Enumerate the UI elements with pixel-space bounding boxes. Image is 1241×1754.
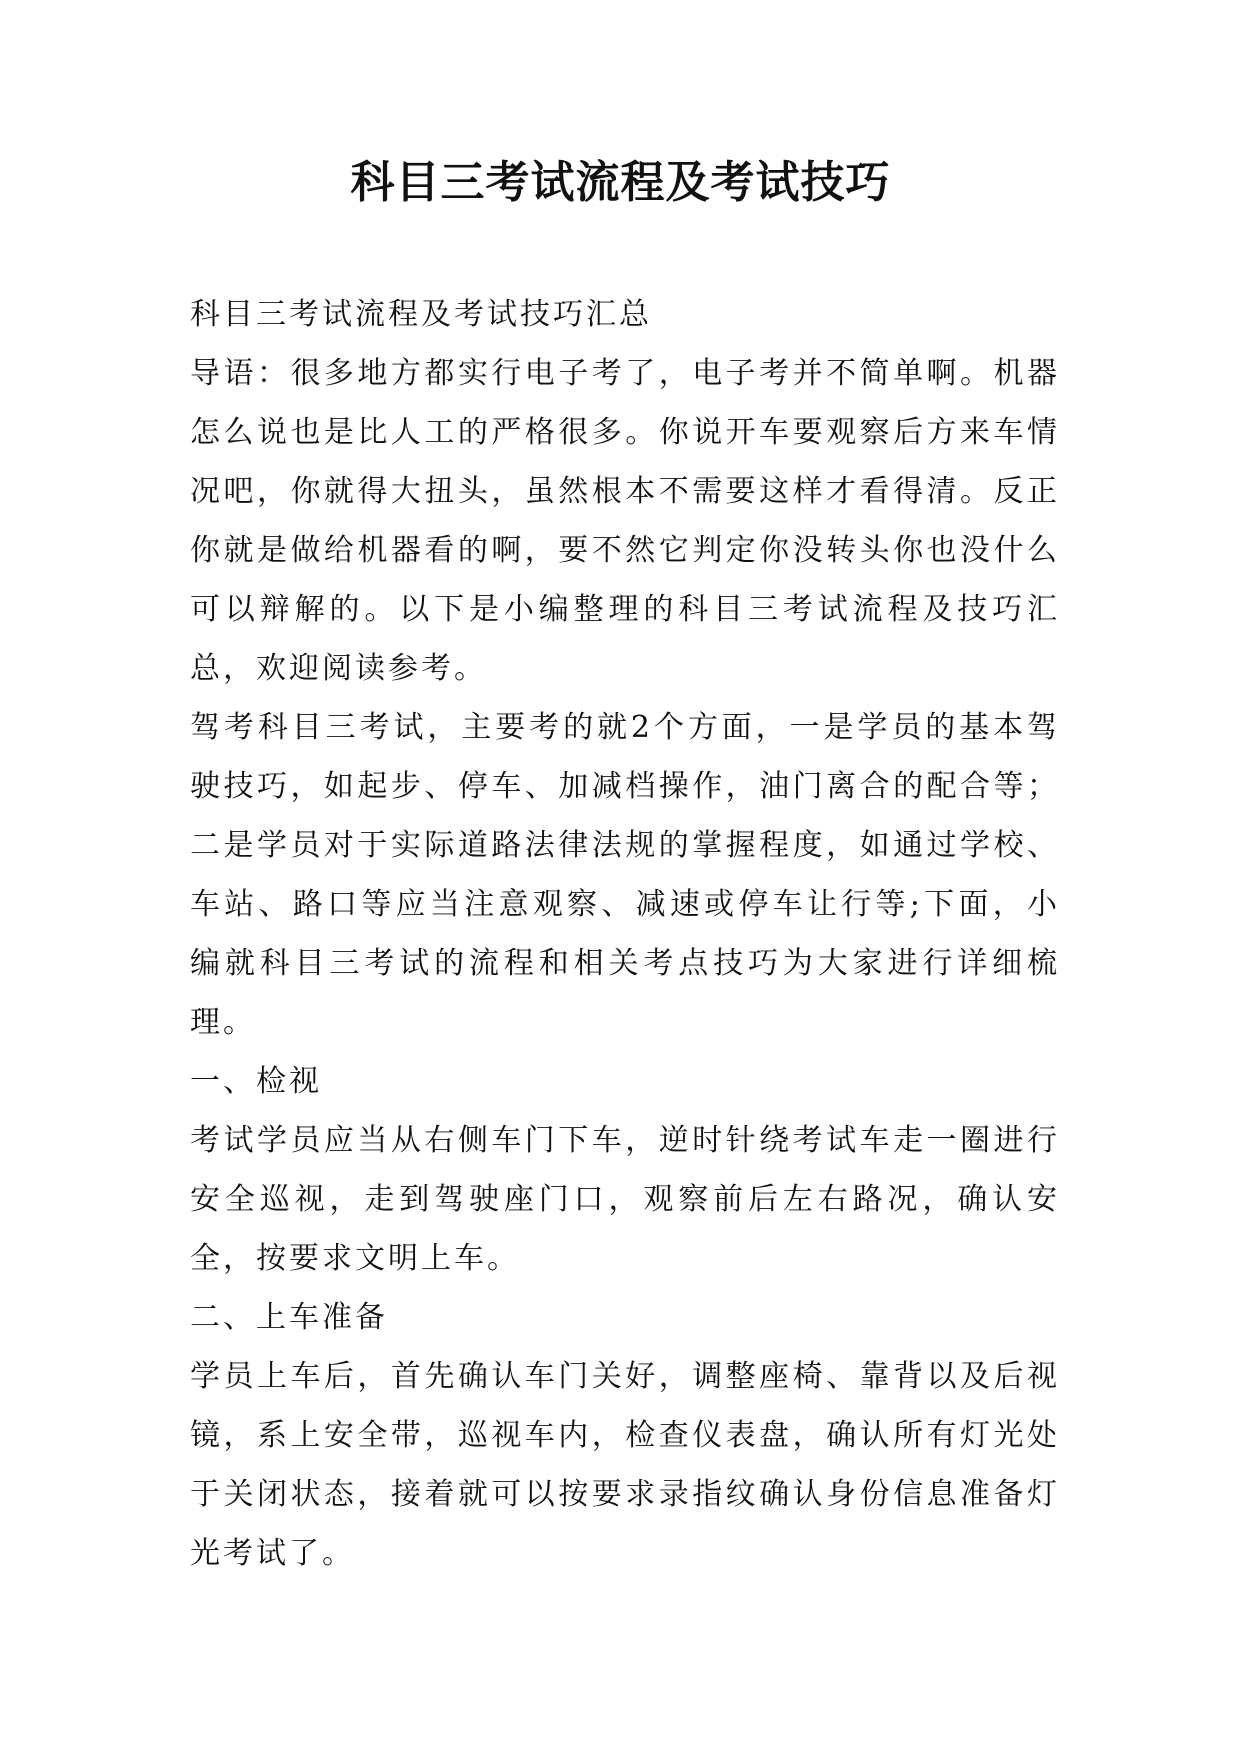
section-heading-inspection: 一、检视 <box>190 1064 322 1099</box>
overview-paragraph: 驾考科目三考试，主要考的就2个方面，一是学员的基本驾驶技巧，如起步、停车、加减档操作，油门离合的配合等；二是学员对于实际道路法律法规的掌握程度，如通过学校、车站、路口等应当注意观察、减速或停车让行等;下面，小编就科目三考试的流程和相关考点技巧为大家进行详细梳理。 <box>190 710 1060 1040</box>
document-title: 科目三考试流程及考试技巧 <box>350 157 891 208</box>
intro-paragraph: 导语：很多地方都实行电子考了，电子考并不简单啊。机器怎么说也是比人工的严格很多。你说开车要观察后方来车情况吧，你就得大扭头，虽然根本不需要这样才看得清。反正你就是做给机器看的啊，要不然它判定你没转头你也没什么可以辩解的。以下是小编整理的科目三考试流程及技巧汇总，欢迎阅读参考。 <box>190 356 1060 686</box>
subtitle-paragraph: 科目三考试流程及考试技巧汇总 <box>190 297 652 332</box>
inspection-paragraph: 考试学员应当从右侧车门下车，逆时针绕考试车走一圈进行安全巡视，走到驾驶座门口，观察前后左右路况，确认安全，按要求文明上车。 <box>190 1123 1060 1276</box>
document-body <box>190 285 1060 1583</box>
section-heading-preparation: 二、上车准备 <box>190 1300 388 1335</box>
preparation-paragraph: 学员上车后，首先确认车门关好，调整座椅、靠背以及后视镜，系上安全带，巡视车内，检查仪表盘，确认所有灯光处于关闭状态，接着就可以按要求录指纹确认身份信息准备灯光考试了。 <box>190 1359 1060 1571</box>
